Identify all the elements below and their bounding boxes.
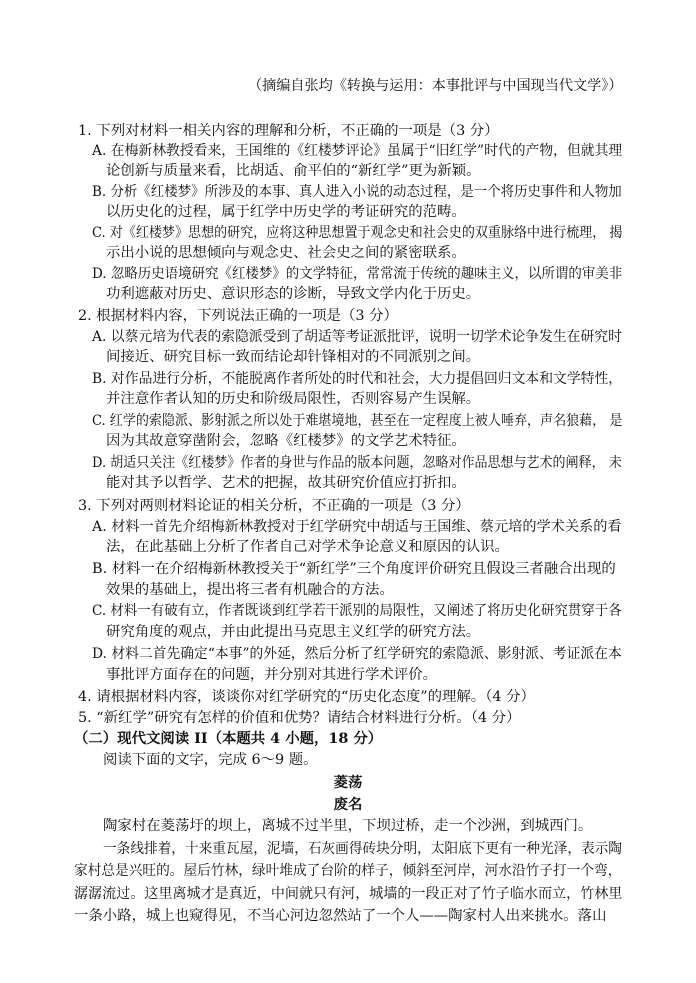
option-b: B. 分析《红楼梦》所涉及的本事、真人进入小说的动态过程，是一个将历史事件和人物加 [92,184,622,200]
option-d-cont: 事批评方面存在的问题，并分别对其进行学术评价。 [106,667,437,683]
option-c-cont: 示出小说的思想倾向与观念史、社会史之间的紧密联系。 [106,245,466,261]
option-b-cont: 以历史化的过程，属于红学中历史学的考证研究的范畴。 [106,204,466,220]
option-d: D. 胡适只关注《红楼梦》作者的身世与作品的版本问题，忽略对作品思想与艺术的阐释， 未 [92,455,622,471]
option-c-cont: 研究角度的观点，并由此提出马克思主义红学的研究方法。 [106,624,481,640]
paragraph-line: 一条线排着，十来重瓦屋，泥墙，石灰画得砖块分明，太阳底下更有一种光泽，表示陶 [103,841,622,857]
option-c-cont: 因为其故意穿凿附会，忽略《红楼梦》的文学艺术特征。 [106,433,466,449]
option-b-cont: 并注意作者认知的历史和阶级局限性，否则容易产生误解。 [106,391,481,407]
section-heading: （二）现代文阅读 II（本题共 4 小题，18 分） [74,730,383,747]
option-d-cont: 功利遮蔽对历史、意识形态的诊断，导致文学内化于历史。 [106,286,481,302]
option-d: D. 忽略历史语境研究《红楼梦》的文学特征，常常流于传统的趣味主义，以所谓的审美非 [92,266,623,282]
story-author: 废名 [333,796,363,813]
option-b: B. 材料一在介绍梅新林教授关于“新红学”三个角度评价研究且假设三者融合出现的 [92,561,616,577]
option-d: D. 材料二首先确定“本事”的外延，然后分析了红学研究的索隐派、影射派、考证派在本 [92,646,622,662]
option-a-cont: 法，在此基础上分析了作者自己对学术争论意义和原因的认识。 [106,539,509,555]
option-c: C. 对《红楼梦》思想的研究，应将这种思想置于观念史和社会史的双重脉络中进行梳理， 揭 [92,225,623,241]
paragraph-line: 陶家村在菱荡圩的坝上，离城不过半里，下坝过桥，走一个沙洲，到城西门。 [103,818,593,834]
paragraph-line: 家村总是兴旺的。屋后竹林，绿叶堆成了台阶的样子，倾斜至河岸，河水沿竹子打一个弯， [74,863,622,879]
option-a-cont: 论创新与质量来看，比胡适、俞平伯的“新红学”更为新颖。 [106,163,481,179]
question-stem: 2. 根据材料内容，下列说法正确的一项是（3 分） [78,308,398,324]
option-a: A. 以蔡元培为代表的索隐派受到了胡适等考证派批评，说明一切学术论争发生在研究时 [92,329,622,345]
option-c: C. 红学的索隐派、影射派之所以处于难堪境地，甚至在一定程度上被人唾弃，声名狼藉， 是 [92,413,623,429]
paragraph-line: 潺潺流过。这里离城才是真近，中间就只有河，城墙的一段正对了竹子临水而立，竹林里 [74,886,623,902]
paragraph-line: 一条小路，城上也窥得见，不当心河边忽然站了一个人——陶家村人出来挑水。落山 [74,908,607,924]
reading-instruction: 阅读下面的文字，完成 6～9 题。 [103,752,318,768]
option-a: A. 在梅新林教授看来，王国维的《红楼梦评论》虽属于“旧红学”时代的产物，但就其理 [92,143,623,159]
question-stem: 3. 下列对两则材料论证的相关分析，不正确的一项是（3 分） [78,498,470,514]
option-d-cont: 能对其予以哲学、艺术的把握，故其研究价值应打折扣。 [106,475,466,491]
source-citation: （摘编自张均《转换与运用：本事批评与中国现当代文学》） [248,78,623,94]
option-b-cont: 效果的基础上，提出将三者有机融合的方法。 [106,582,394,598]
question-stem: 1. 下列对材料一相关内容的理解和分析，不正确的一项是（3 分） [78,123,499,139]
question-4: 4. 请根据材料内容，谈谈你对红学研究的“历史化态度”的理解。（4 分） [78,689,535,705]
option-b: B. 对作品进行分析，不能脱离作者所处的时代和社会，大力提倡回归文本和文学特性， [92,371,623,387]
option-a-cont: 间接近、研究目标一致而结论却针锋相对的不同派别之间。 [106,349,481,365]
option-c: C. 材料一有破有立，作者既谈到红学若干派别的局限性，又阐述了将历史化研究贯穿于各 [92,603,622,619]
story-title: 菱荡 [333,774,363,791]
option-a: A. 材料一首先介绍梅新林教授对于红学研究中胡适与王国维、蔡元培的学术关系的看 [92,519,622,535]
question-5: 5. “新红学”研究有怎样的价值和优势？请结合材料进行分析。（4 分） [78,710,521,726]
